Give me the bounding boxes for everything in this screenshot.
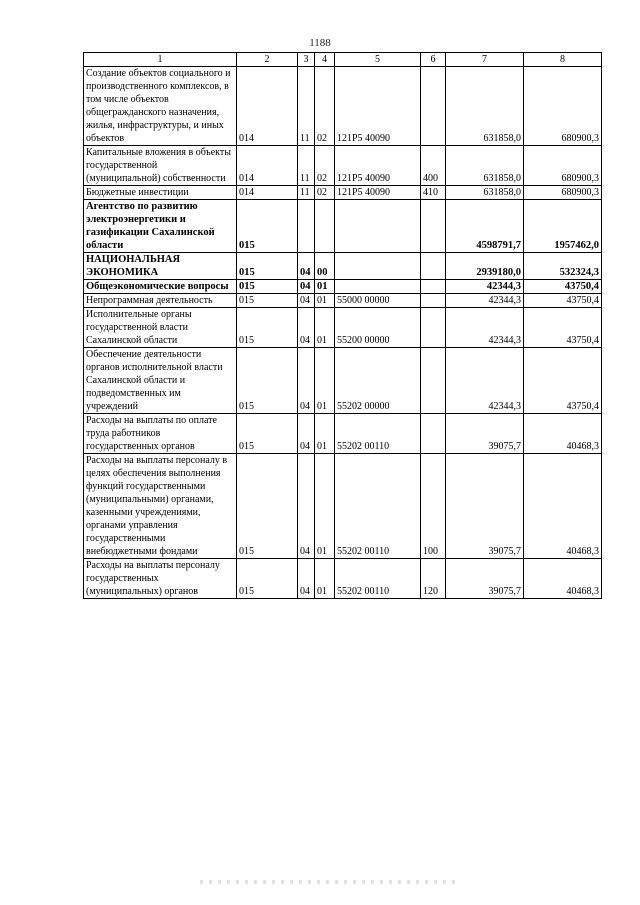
- cell-target-article: 121P5 40090: [335, 186, 421, 200]
- table-row: [84, 454, 602, 559]
- cell-admin-code: 014: [237, 186, 298, 200]
- table-header-row: [84, 53, 602, 67]
- cell-amount-year2: 43750,4: [524, 308, 602, 348]
- cell-target-article: 55202 00110: [335, 454, 421, 559]
- cell-amount-year1: 42344,3: [446, 348, 524, 414]
- cell-expense-type: [421, 308, 446, 348]
- cell-target-article: [335, 200, 421, 253]
- cell-amount-year1: 39075,7: [446, 414, 524, 454]
- cell-amount-year2: 43750,4: [524, 294, 602, 308]
- cell-amount-year1: 4598791,7: [446, 200, 524, 253]
- header-cell: 3: [298, 53, 315, 67]
- cell-section: 11: [298, 146, 315, 186]
- cell-amount-year1: 42344,3: [446, 280, 524, 294]
- cell-target-article: 121P5 40090: [335, 146, 421, 186]
- cell-section: 04: [298, 454, 315, 559]
- table-row: [84, 294, 602, 308]
- cell-target-article: 55000 00000: [335, 294, 421, 308]
- cell-subsection: 01: [315, 414, 335, 454]
- cell-amount-year1: 39075,7: [446, 559, 524, 599]
- cell-expense-type: [421, 200, 446, 253]
- cell-amount-year1: 39075,7: [446, 454, 524, 559]
- cell-name: Расходы на выплаты персоналу государственных (муниципальных) органов: [84, 559, 237, 599]
- cell-subsection: 02: [315, 67, 335, 146]
- cell-admin-code: 014: [237, 146, 298, 186]
- cell-subsection: 01: [315, 348, 335, 414]
- cell-expense-type: [421, 67, 446, 146]
- cell-section: 04: [298, 348, 315, 414]
- cell-amount-year2: 43750,4: [524, 280, 602, 294]
- cell-amount-year2: 532324,3: [524, 253, 602, 280]
- cell-target-article: 55202 00110: [335, 559, 421, 599]
- page-number: 1188: [309, 37, 331, 49]
- cell-amount-year2: 680900,3: [524, 186, 602, 200]
- cell-amount-year1: 2939180,0: [446, 253, 524, 280]
- cell-section: 04: [298, 559, 315, 599]
- cell-expense-type: [421, 414, 446, 454]
- cell-section: 04: [298, 308, 315, 348]
- cell-section: 04: [298, 294, 315, 308]
- cell-admin-code: 014: [237, 67, 298, 146]
- table-row: [84, 200, 602, 253]
- cell-amount-year2: 1957462,0: [524, 200, 602, 253]
- cell-target-article: 121P5 40090: [335, 67, 421, 146]
- cell-amount-year1: 42344,3: [446, 294, 524, 308]
- cell-name: Непрограммная деятельность: [84, 294, 237, 308]
- cell-name: Бюджетные инвестиции: [84, 186, 237, 200]
- cell-amount-year2: 680900,3: [524, 146, 602, 186]
- cell-subsection: 01: [315, 294, 335, 308]
- cell-expense-type: 100: [421, 454, 446, 559]
- cell-admin-code: 015: [237, 308, 298, 348]
- header-cell: 4: [315, 53, 335, 67]
- scan-artifact: [200, 880, 460, 884]
- table-row: [84, 559, 602, 599]
- table-row: [84, 146, 602, 186]
- cell-amount-year1: 631858,0: [446, 186, 524, 200]
- header-cell: 7: [446, 53, 524, 67]
- cell-amount-year2: 680900,3: [524, 67, 602, 146]
- cell-section: 11: [298, 186, 315, 200]
- cell-admin-code: 015: [237, 348, 298, 414]
- cell-subsection: [315, 200, 335, 253]
- cell-admin-code: 015: [237, 280, 298, 294]
- table-row: [84, 308, 602, 348]
- cell-name: Общеэкономические вопросы: [84, 280, 237, 294]
- cell-expense-type: 400: [421, 146, 446, 186]
- table-row: [84, 414, 602, 454]
- cell-subsection: 01: [315, 559, 335, 599]
- cell-amount-year2: 40468,3: [524, 414, 602, 454]
- cell-admin-code: 015: [237, 253, 298, 280]
- cell-name: Расходы на выплаты персоналу в целях обеспечения выполнения функций государственными (муниципальными) органами, казенными учреждениями, органами управления государственными внебюджетными фондами: [84, 454, 237, 559]
- header-cell: 2: [237, 53, 298, 67]
- cell-subsection: 01: [315, 308, 335, 348]
- table-row: [84, 186, 602, 200]
- cell-admin-code: 015: [237, 414, 298, 454]
- cell-name: Исполнительные органы государственной власти Сахалинской области: [84, 308, 237, 348]
- cell-amount-year2: 40468,3: [524, 454, 602, 559]
- cell-amount-year2: 43750,4: [524, 348, 602, 414]
- cell-name: Агентство по развитию электроэнергетики и газификации Сахалинской области: [84, 200, 237, 253]
- budget-table: [83, 52, 602, 599]
- cell-admin-code: 015: [237, 454, 298, 559]
- cell-target-article: [335, 253, 421, 280]
- cell-expense-type: [421, 253, 446, 280]
- header-cell: 8: [524, 53, 602, 67]
- cell-amount-year2: 40468,3: [524, 559, 602, 599]
- header-cell: 6: [421, 53, 446, 67]
- cell-subsection: 02: [315, 186, 335, 200]
- cell-admin-code: 015: [237, 294, 298, 308]
- cell-section: [298, 200, 315, 253]
- cell-expense-type: 410: [421, 186, 446, 200]
- cell-subsection: 01: [315, 280, 335, 294]
- table-row: [84, 280, 602, 294]
- cell-name: Обеспечение деятельности органов исполнительной власти Сахалинской области и подведомственных им учреждений: [84, 348, 237, 414]
- cell-expense-type: 120: [421, 559, 446, 599]
- cell-section: 04: [298, 253, 315, 280]
- cell-subsection: 02: [315, 146, 335, 186]
- header-cell: 5: [335, 53, 421, 67]
- cell-name: Капитальные вложения в объекты государственной (муниципальной) собственности: [84, 146, 237, 186]
- cell-subsection: 01: [315, 454, 335, 559]
- cell-amount-year1: 42344,3: [446, 308, 524, 348]
- cell-target-article: [335, 280, 421, 294]
- cell-target-article: 55202 00110: [335, 414, 421, 454]
- table-row: [84, 253, 602, 280]
- header-cell: 1: [84, 53, 237, 67]
- cell-name: Расходы на выплаты по оплате труда работников государственных органов: [84, 414, 237, 454]
- cell-expense-type: [421, 280, 446, 294]
- cell-target-article: 55202 00000: [335, 348, 421, 414]
- cell-expense-type: [421, 294, 446, 308]
- cell-admin-code: 015: [237, 200, 298, 253]
- table-row: [84, 348, 602, 414]
- cell-target-article: 55200 00000: [335, 308, 421, 348]
- cell-expense-type: [421, 348, 446, 414]
- cell-amount-year1: 631858,0: [446, 67, 524, 146]
- cell-subsection: 00: [315, 253, 335, 280]
- cell-section: 11: [298, 67, 315, 146]
- cell-section: 04: [298, 414, 315, 454]
- cell-name: Создание объектов социального и производственного комплексов, в том числе объектов общегражданского назначения, жилья, инфраструктуры, и иных объектов: [84, 67, 237, 146]
- cell-admin-code: 015: [237, 559, 298, 599]
- cell-name: НАЦИОНАЛЬНАЯ ЭКОНОМИКА: [84, 253, 237, 280]
- cell-amount-year1: 631858,0: [446, 146, 524, 186]
- table-row: [84, 67, 602, 146]
- cell-section: 04: [298, 280, 315, 294]
